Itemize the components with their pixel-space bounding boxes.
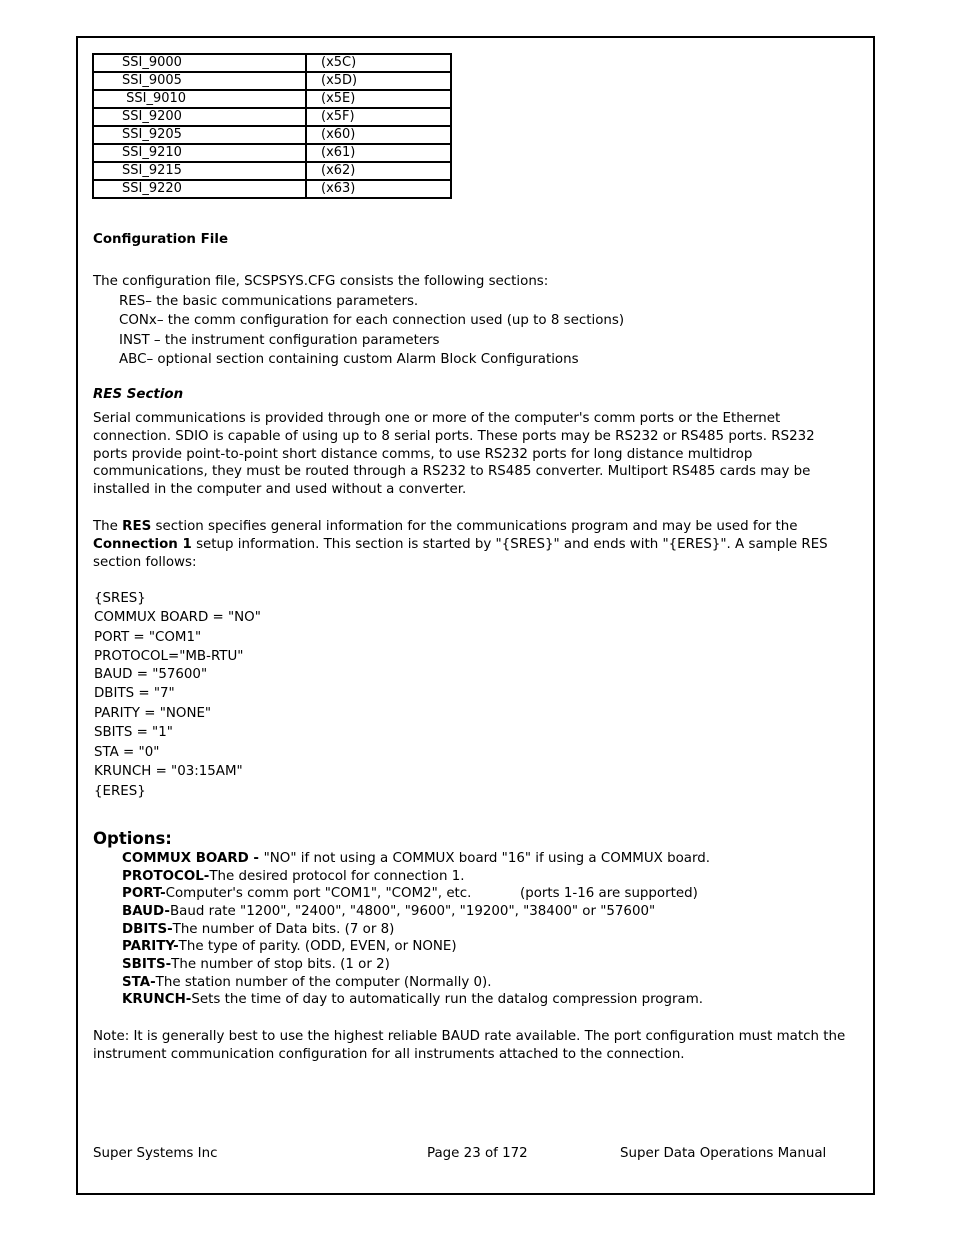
option-item: STA-The station number of the computer (Normally 0).	[122, 975, 492, 990]
option-item: SBITS-The number of stop bits. (1 or 2)	[122, 957, 390, 972]
option-item-note: (ports 1-16 are supported)	[520, 886, 698, 901]
sample-line: PORT = "COM1"	[94, 630, 202, 645]
list-item: CONx– the comm configuration for each connection used (up to 8 sections)	[119, 313, 625, 328]
table-row: SSI_9200 (x5F)	[93, 108, 451, 126]
note-paragraph: Note: It is generally best to use the highest reliable BAUD rate available. The port configuration must match the instrument communication configuration for all instruments attached to the connection.	[93, 1029, 846, 1062]
sample-line: SBITS = "1"	[94, 725, 173, 740]
option-item: DBITS-The number of Data bits. (7 or 8)	[122, 922, 395, 937]
table-row: SSI_9005 (x5D)	[93, 72, 451, 90]
footer-left: Super Systems Inc	[93, 1146, 218, 1161]
codes-table	[92, 53, 452, 199]
config-file-intro: The configuration file, SCSPSYS.CFG consists the following sections:	[93, 274, 549, 289]
sample-line: {SRES}	[94, 591, 146, 606]
table-row: SSI_9205 (x60)	[93, 126, 451, 144]
sample-line: {ERES}	[94, 784, 146, 799]
table-row: SSI_9220 (x63)	[93, 180, 451, 198]
config-file-heading: Configuration File	[93, 232, 229, 247]
option-item: BAUD-Baud rate "1200", "2400", "4800", "9600", "19200", "38400" or "57600"	[122, 904, 656, 919]
options-heading: Options:	[93, 829, 172, 848]
option-item: KRUNCH-Sets the time of day to automatically run the datalog compression program.	[122, 992, 703, 1007]
res-paragraph-2: The RES section specifies general information for the communications program and may be used for the Connection 1 setup information. This section is started by "{SRES}" and ends with "{ERES}". A sample RES section follows:	[93, 519, 828, 570]
option-item: PROTOCOL-The desired protocol for connection 1.	[122, 869, 465, 884]
table-row: SSI_9215 (x62)	[93, 162, 451, 180]
sample-line: KRUNCH = "03:15AM"	[94, 764, 243, 779]
list-item: RES– the basic communications parameters.	[119, 294, 419, 309]
option-item: COMMUX BOARD - "NO" if not using a COMMUX board "16" if using a COMMUX board.	[122, 851, 711, 866]
table-row: SSI_9010 (x5E)	[93, 90, 451, 108]
option-item: PORT-Computer's comm port "COM1", "COM2", etc.	[122, 886, 472, 901]
sample-line: DBITS = "7"	[94, 686, 175, 701]
sample-line: STA = "0"	[94, 745, 160, 760]
sample-line: PROTOCOL="MB-RTU"	[94, 649, 244, 664]
sample-line: COMMUX BOARD = "NO"	[94, 610, 261, 625]
res-section-heading: RES Section	[93, 387, 184, 402]
list-item: ABC– optional section containing custom Alarm Block Configurations	[119, 352, 579, 367]
footer-page-number: Page 23 of 172	[427, 1146, 528, 1161]
list-item: INST – the instrument configuration parameters	[119, 333, 440, 348]
option-item: PARITY-The type of parity. (ODD, EVEN, or NONE)	[122, 939, 457, 954]
footer-right: Super Data Operations Manual	[620, 1146, 827, 1161]
sample-line: PARITY = "NONE"	[94, 706, 212, 721]
res-paragraph-1: Serial communications is provided through one or more of the computer's comm ports or the Ethernet connection. SDIO is capable of using up to 8 serial ports. These ports may be RS232 or RS485 ports. RS232 ports provide point-to-point short distance comms, to use RS232 ports for long distance multidrop communications, they must be routed through a RS232 to RS485 converter. Multiport RS485 cards may be installed in the computer and used without a converter.	[93, 411, 815, 498]
table-row: SSI_9000 (x5C)	[93, 54, 451, 72]
sample-line: BAUD = "57600"	[94, 667, 208, 682]
table-row: SSI_9210 (x61)	[93, 144, 451, 162]
